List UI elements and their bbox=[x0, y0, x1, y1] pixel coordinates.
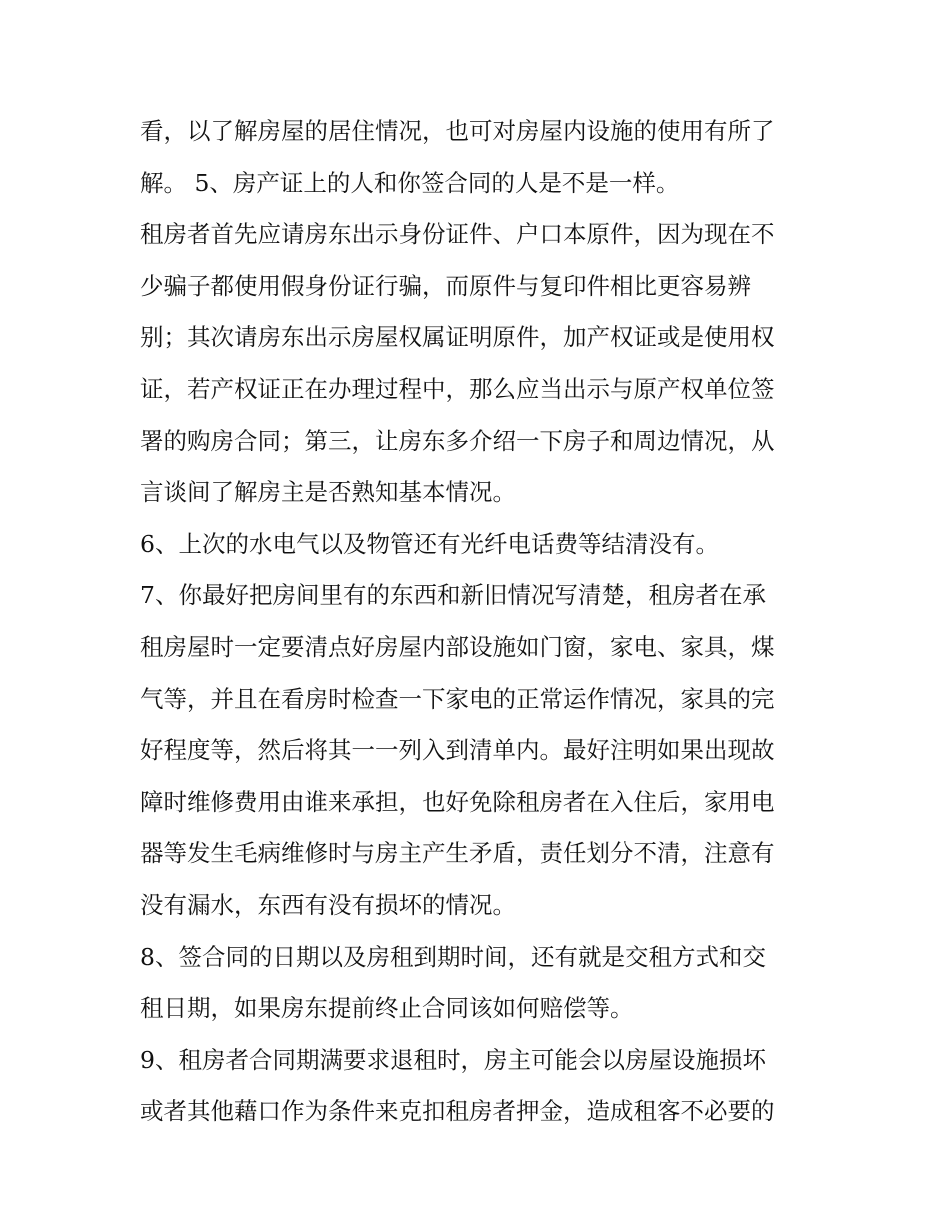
text-line: 看，以了解房屋的居住情况，也可对房屋内设施的使用有所了 bbox=[140, 117, 775, 145]
text-line: 气等，并且在看房时检查一下家电的正常运作情况，家具的完 bbox=[140, 684, 775, 713]
text-line: 9、租房者合同期满要求退租时，房主可能会以房屋设施损坏 bbox=[140, 1045, 766, 1074]
text-line: 租房屋时一定要清点好房屋内部设施如门窗，家电、家具，煤 bbox=[140, 632, 775, 661]
document-body bbox=[140, 106, 820, 1138]
text-line: 别；其次请房东出示房屋权属证明原件，加产权证或是使用权 bbox=[140, 323, 775, 352]
text-line: 障时维修费用由谁来承担，也好免除租房者在入住后，家用电 bbox=[140, 787, 775, 816]
text-line: 租房者首先应请房东出示身份证件、户口本原件，因为现在不 bbox=[140, 220, 775, 249]
text-line: 8、签合同的日期以及房租到期时间，还有就是交租方式和交 bbox=[140, 942, 766, 971]
text-line: 器等发生毛病维修时与房主产生矛盾，责任划分不清，注意有 bbox=[140, 839, 775, 868]
text-line: 6、上次的水电气以及物管还有光纤电话费等结清没有。 bbox=[140, 529, 719, 558]
text-line: 署的购房合同；第三，让房东多介绍一下房子和周边情况，从 bbox=[140, 426, 775, 455]
text-line: 或者其他藉口作为条件来克扣租房者押金，造成租客不必要的 bbox=[140, 1097, 775, 1126]
text-line: 少骗子都使用假身份证行骗，而原件与复印件相比更容易辨 bbox=[140, 271, 751, 300]
text-line: 租日期，如果房东提前终止合同该如何赔偿等。 bbox=[140, 994, 634, 1023]
text-line: 言谈间了解房主是否熟知基本情况。 bbox=[140, 478, 516, 507]
text-line: 没有漏水，东西有没有损坏的情况。 bbox=[140, 890, 516, 919]
text-line: 好程度等，然后将其一一列入到清单内。最好注明如果出现故 bbox=[140, 736, 775, 765]
text-line: 解。 5、房产证上的人和你签合同的人是不是一样。 bbox=[140, 168, 680, 197]
text-line: 7、你最好把房间里有的东西和新旧情况写清楚，租房者在承 bbox=[140, 581, 766, 610]
text-line: 证，若产权证正在办理过程中，那么应当出示与原产权单位签 bbox=[140, 374, 775, 403]
